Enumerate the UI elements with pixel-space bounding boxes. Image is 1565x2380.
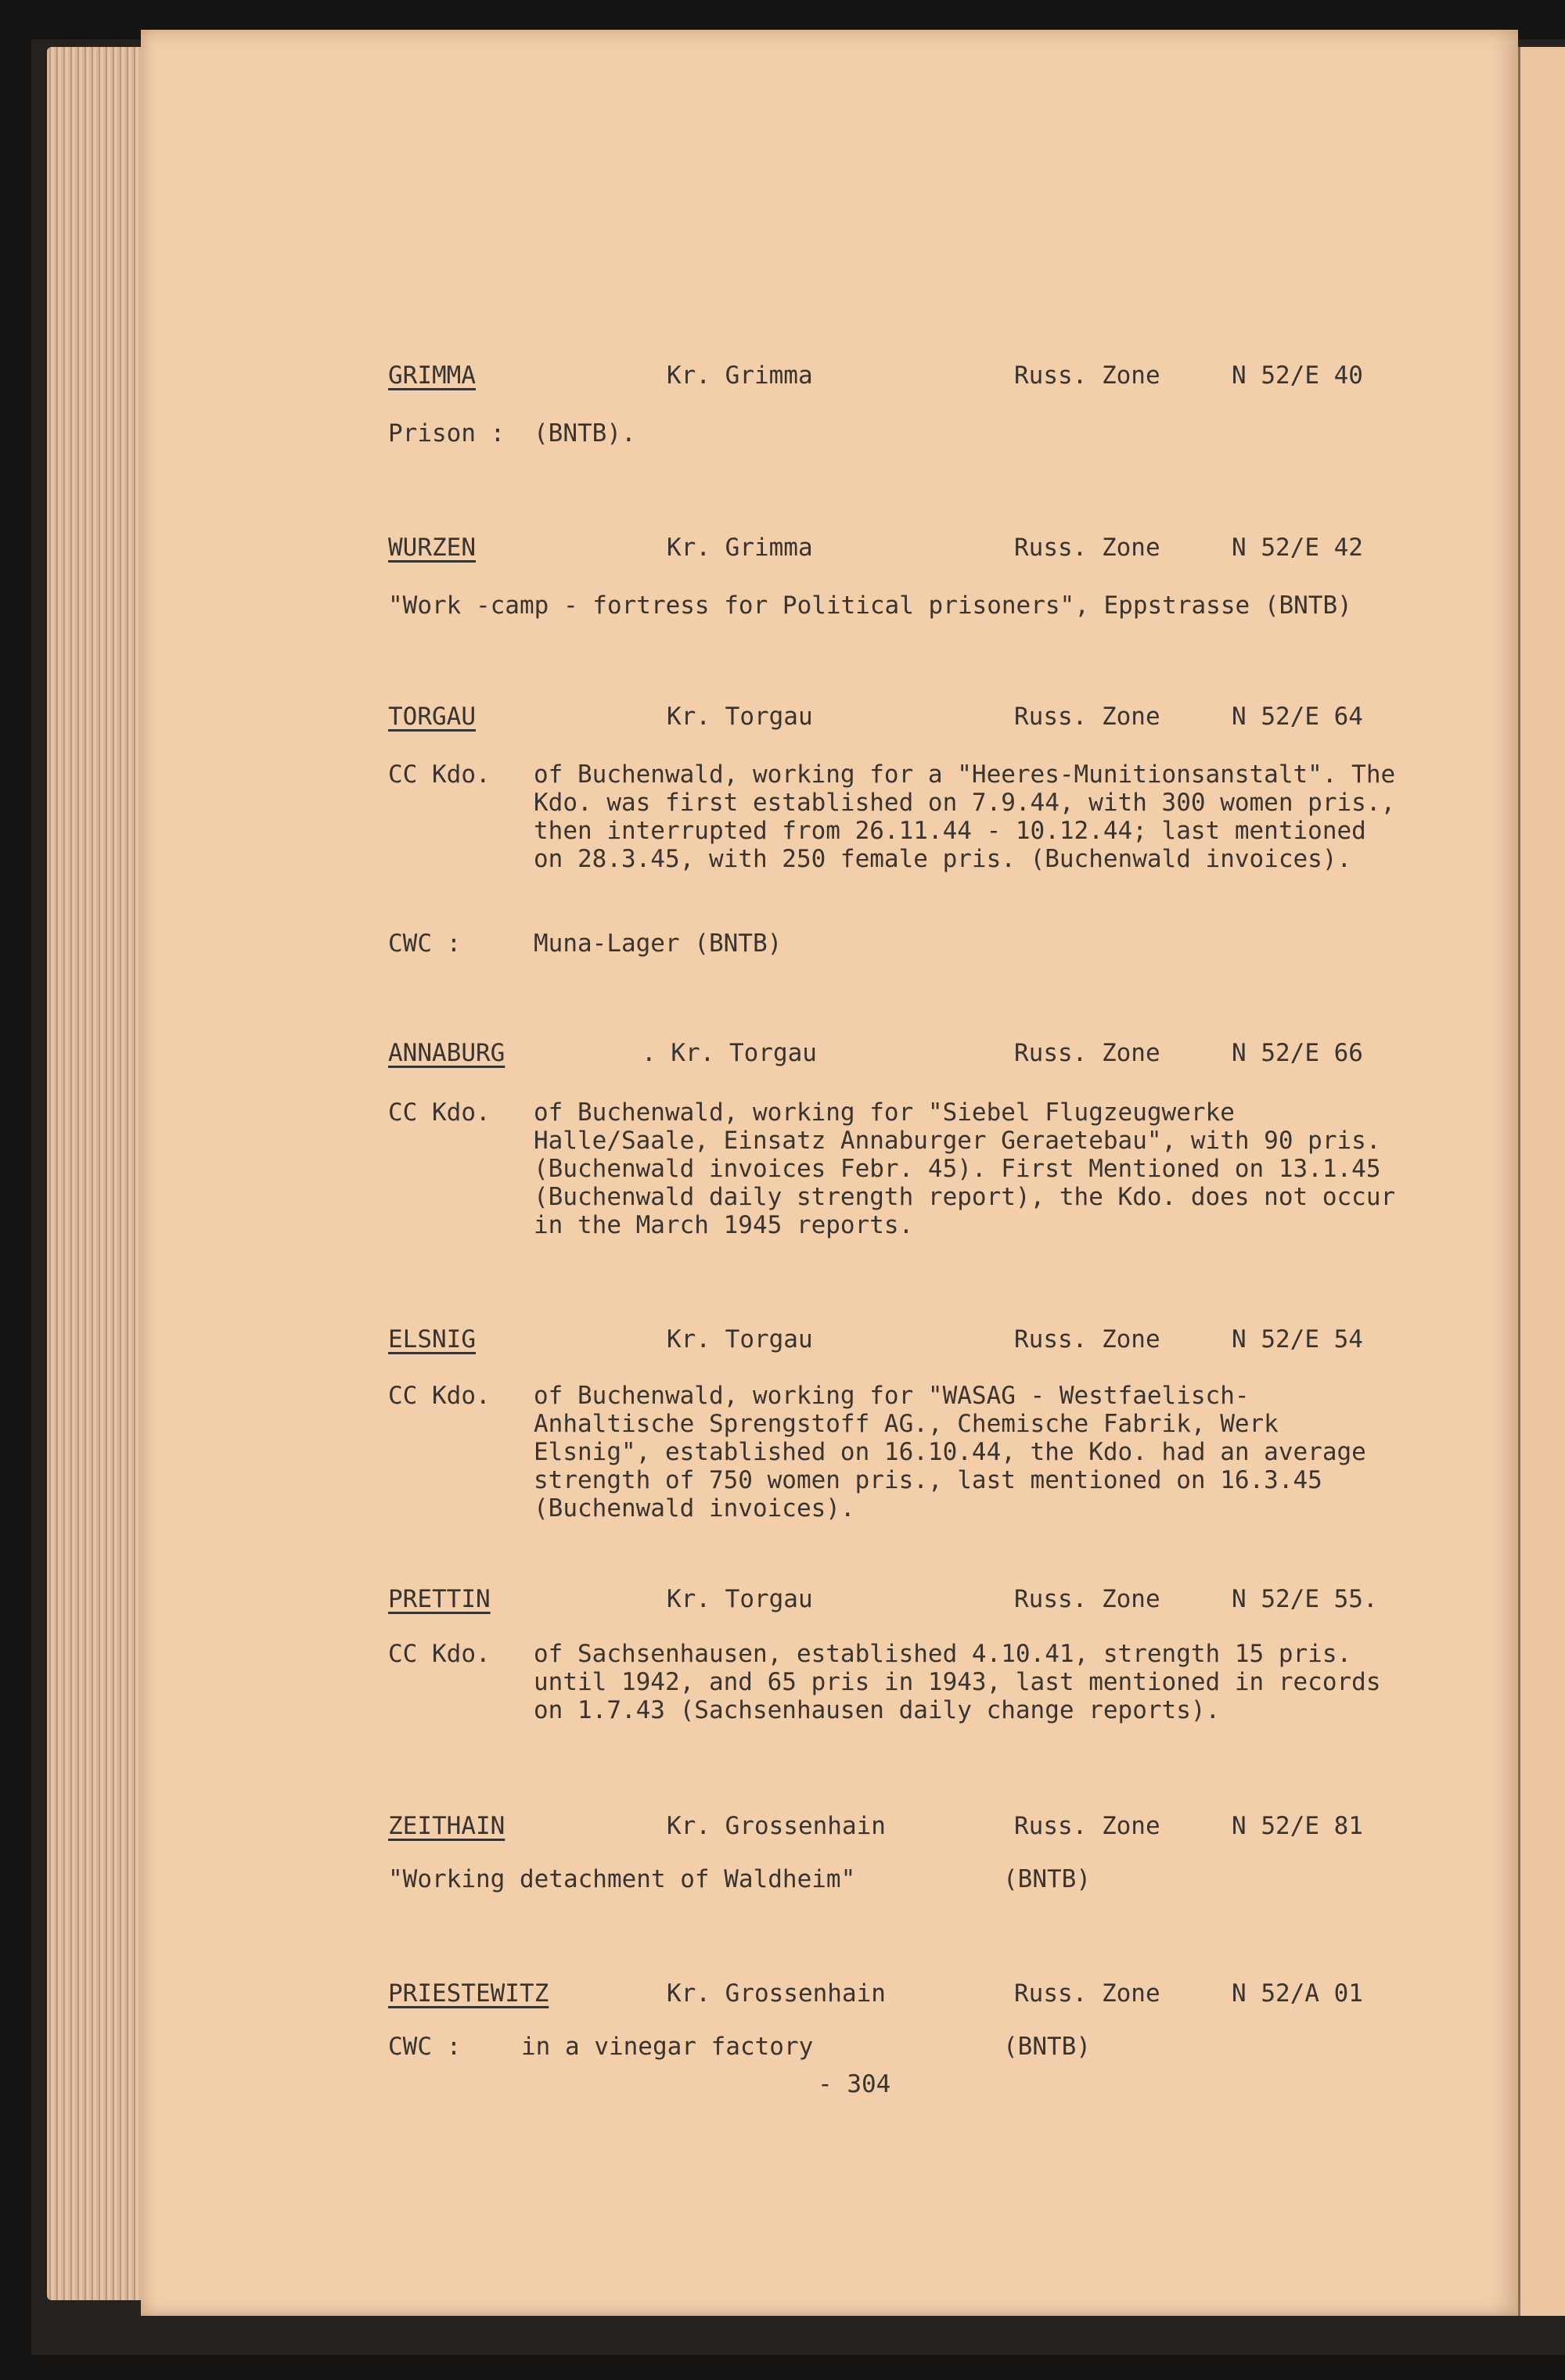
source-note: (BNTB): [1003, 1865, 1091, 1893]
grid-reference: N 52/E 81: [1232, 1812, 1363, 1840]
detail-label: CC Kdo.: [388, 1640, 491, 1668]
detail-label: CWC :: [388, 2033, 462, 2061]
district: Kr. Torgau: [667, 1325, 813, 1354]
detail-text: of Buchenwald, working for "Siebel Flugzeugwerke Halle/Saale, Einsatz Annaburger Geraetebau", with 90 pris. (Buchenwald invoices Febr. 45). First Mentioned on 13.1.45 (Buchenwald daily strength report), the Kdo. does not occur in the March 1945 reports.: [534, 1098, 1396, 1239]
entry-line: "Work -camp - fortress for Political prisoners", Eppstrasse (BNTB): [388, 591, 1352, 620]
district: Kr. Torgau: [667, 703, 813, 731]
zone: Russ. Zone: [1014, 361, 1160, 390]
zone: Russ. Zone: [1014, 1039, 1160, 1067]
district: Kr. Grossenhain: [667, 1812, 886, 1840]
detail-label: CC Kdo.: [388, 1382, 491, 1410]
detail-label: Prison :: [388, 419, 505, 448]
place-name: GRIMMA: [388, 361, 476, 390]
detail-text: of Buchenwald, working for a "Heeres-Munitionsanstalt". The Kdo. was first established on 7.9.44, with 300 women pris., then interrupted from 26.11.44 - 10.12.44; last mentioned on 28.3.45, with 250 female pris. (Buchenwald invoices).: [534, 760, 1396, 873]
district: . Kr. Torgau: [642, 1039, 817, 1067]
detail-text: in a vinegar factory: [521, 2033, 814, 2061]
place-name: ANNABURG: [388, 1039, 505, 1067]
zone: Russ. Zone: [1014, 1325, 1160, 1354]
detail-label: CWC :: [388, 929, 462, 958]
place-name: ZEITHAIN: [388, 1812, 505, 1840]
grid-reference: N 52/E 66: [1232, 1039, 1363, 1067]
detail-text: of Sachsenhausen, established 4.10.41, strength 15 pris. until 1942, and 65 pris in 1943, last mentioned in records on 1.7.43 (Sachsenhausen daily change reports).: [534, 1640, 1381, 1724]
detail-text: of Buchenwald, working for "WASAG - Westfaelisch-Anhaltische Sprengstoff AG., Chemische Fabrik, Werk Elsnig", established on 16.10.44, the Kdo. had an average strength of 750 women pris., last mentioned on 16.3.45 (Buchenwald invoices).: [534, 1382, 1366, 1523]
detail-label: CC Kdo.: [388, 1098, 491, 1127]
district: Kr. Grimma: [667, 361, 813, 390]
zone: Russ. Zone: [1014, 1812, 1160, 1840]
place-name: TORGAU: [388, 703, 476, 731]
grid-reference: N 52/E 64: [1232, 703, 1363, 731]
district: Kr. Grimma: [667, 534, 813, 562]
entry-line: "Working detachment of Waldheim": [388, 1865, 856, 1893]
place-name: ELSNIG: [388, 1325, 476, 1354]
zone: Russ. Zone: [1014, 534, 1160, 562]
district: Kr. Grossenhain: [667, 1979, 886, 2008]
zone: Russ. Zone: [1014, 703, 1160, 731]
detail-text: Muna-Lager (BNTB): [534, 929, 782, 958]
district: Kr. Torgau: [667, 1585, 813, 1613]
grid-reference: N 52/E 54: [1232, 1325, 1363, 1354]
place-name: PRIESTEWITZ: [388, 1979, 549, 2008]
detail-label: CC Kdo.: [388, 760, 491, 789]
zone: Russ. Zone: [1014, 1585, 1160, 1613]
place-name: PRETTIN: [388, 1585, 491, 1613]
page-number: - 304: [818, 2070, 891, 2098]
grid-reference: N 52/E 55.: [1232, 1585, 1378, 1613]
detail-text: (BNTB).: [534, 419, 636, 448]
grid-reference: N 52/E 40: [1232, 361, 1363, 390]
grid-reference: N 52/A 01: [1232, 1979, 1363, 2008]
place-name: WURZEN: [388, 534, 476, 562]
grid-reference: N 52/E 42: [1232, 534, 1363, 562]
source-note: (BNTB): [1003, 2033, 1091, 2061]
zone: Russ. Zone: [1014, 1979, 1160, 2008]
